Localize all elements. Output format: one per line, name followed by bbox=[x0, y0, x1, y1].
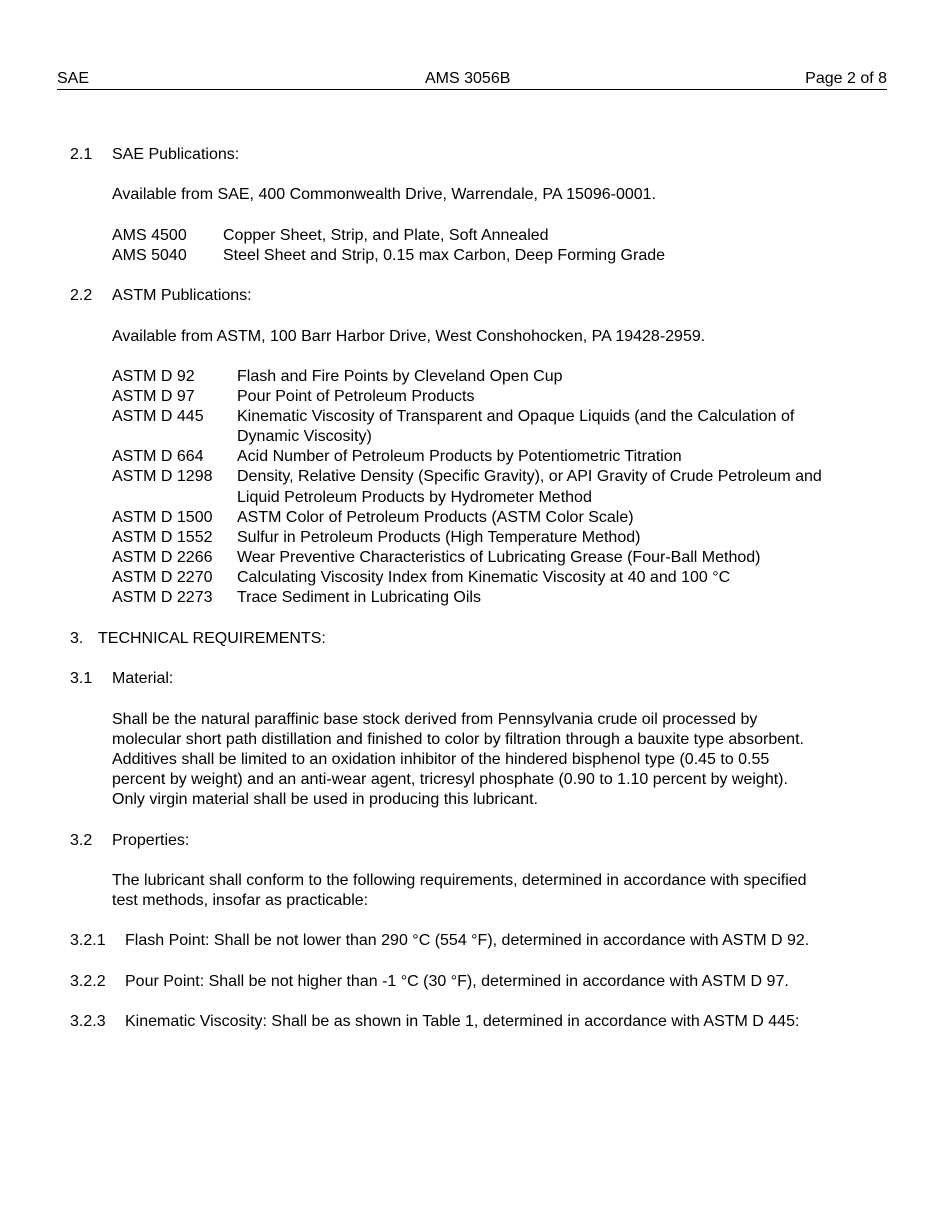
reference-code: AMS 4500 bbox=[112, 227, 187, 244]
reference-title: Kinematic Viscosity of Transparent and Opaque Liquids (and the Calculation of Dynamic Viscosity) bbox=[237, 408, 795, 446]
reference-code: ASTM D 2273 bbox=[112, 589, 213, 607]
reference-title: Steel Sheet and Strip, 0.15 max Carbon, Deep Forming Grade bbox=[223, 247, 666, 265]
header-page-number: Page 2 of 8 bbox=[805, 70, 887, 87]
section-3-2-1-number: 3.2.1 bbox=[70, 932, 106, 949]
section-3-2-heading: Properties: bbox=[112, 832, 190, 849]
reference-title: Copper Sheet, Strip, and Plate, Soft Annealed bbox=[223, 227, 549, 244]
section-3-2-body: The lubricant shall conform to the following requirements, determined in accordance with specified test methods, insofar as practicable: bbox=[112, 872, 807, 910]
reference-row bbox=[112, 226, 665, 246]
header-organization: SAE bbox=[57, 70, 90, 87]
astm-reference-list bbox=[112, 367, 822, 608]
reference-row bbox=[112, 548, 822, 568]
reference-row bbox=[112, 568, 822, 588]
reference-row bbox=[112, 367, 822, 387]
section-2-1-heading: SAE Publications: bbox=[112, 146, 240, 163]
reference-code: ASTM D 445 bbox=[112, 408, 204, 426]
section-2-2-availability: Available from ASTM, 100 Barr Harbor Drive, West Conshohocken, PA 19428-2959. bbox=[112, 328, 706, 345]
reference-code: ASTM D 2266 bbox=[112, 548, 213, 566]
section-2-2-number: 2.2 bbox=[70, 287, 93, 304]
section-3-2-number: 3.2 bbox=[70, 832, 93, 849]
section-3-1-heading: Material: bbox=[112, 670, 174, 687]
reference-title: Flash and Fire Points by Cleveland Open Cup bbox=[237, 368, 563, 385]
reference-title: Trace Sediment in Lubricating Oils bbox=[237, 589, 481, 607]
reference-row bbox=[112, 528, 822, 548]
reference-row bbox=[112, 246, 665, 266]
section-3-2-1-text: Flash Point: Shall be not lower than 290 °C (554 °F), determined in accordance with ASTM D 92. bbox=[125, 932, 810, 949]
reference-code: ASTM D 2270 bbox=[112, 568, 213, 586]
section-3-1-body: Shall be the natural paraffinic base stock derived from Pennsylvania crude oil processed by molecular short path distillation and finished to color by filtration through a bauxite type absorbent. Additives shall be limited to an oxidation inhibitor of the hindered bisphenol type (0.45 to 0.55 percent by weight) and an anti-wear agent, tricresyl phosphate (0.90 to 1.10 percent by weight). Only virgin material shall be used in producing this lubricant. bbox=[112, 711, 804, 809]
reference-code: ASTM D 92 bbox=[112, 368, 195, 385]
reference-title: Wear Preventive Characteristics of Lubricating Grease (Four-Ball Method) bbox=[237, 548, 761, 566]
sae-reference-list bbox=[112, 226, 665, 266]
reference-title: ASTM Color of Petroleum Products (ASTM Color Scale) bbox=[237, 508, 634, 526]
reference-row bbox=[112, 447, 822, 467]
section-2-1-availability: Available from SAE, 400 Commonwealth Drive, Warrendale, PA 15096-0001. bbox=[112, 186, 656, 203]
reference-row bbox=[112, 467, 822, 507]
reference-row bbox=[112, 588, 822, 608]
reference-code: ASTM D 1298 bbox=[112, 468, 213, 486]
page-header bbox=[57, 69, 887, 90]
reference-code: ASTM D 97 bbox=[112, 388, 195, 406]
section-3-number: 3. bbox=[70, 630, 84, 647]
header-document-number: AMS 3056B bbox=[425, 70, 511, 87]
reference-title: Acid Number of Petroleum Products by Potentiometric Titration bbox=[237, 448, 682, 466]
reference-title: Density, Relative Density (Specific Gravity), or API Gravity of Crude Petroleum and Liquid Petroleum Products by Hydrometer Method bbox=[237, 468, 822, 506]
reference-title: Calculating Viscosity Index from Kinematic Viscosity at 40 and 100 °C bbox=[237, 568, 731, 586]
reference-code: ASTM D 664 bbox=[112, 448, 204, 466]
section-3-1-number: 3.1 bbox=[70, 670, 93, 687]
reference-code: ASTM D 1552 bbox=[112, 528, 213, 546]
reference-title: Pour Point of Petroleum Products bbox=[237, 388, 475, 406]
reference-row bbox=[112, 508, 822, 528]
section-2-2-heading: ASTM Publications: bbox=[112, 287, 252, 304]
reference-row bbox=[112, 407, 822, 447]
reference-code: AMS 5040 bbox=[112, 247, 187, 265]
reference-code: ASTM D 1500 bbox=[112, 508, 213, 526]
section-3-2-3-number: 3.2.3 bbox=[70, 1013, 106, 1030]
section-3-2-2-text: Pour Point: Shall be not higher than -1 °C (30 °F), determined in accordance with ASTM D 97. bbox=[125, 973, 789, 990]
reference-row bbox=[112, 387, 822, 407]
section-3-2-3-text: Kinematic Viscosity: Shall be as shown in Table 1, determined in accordance with ASTM D 445: bbox=[125, 1013, 800, 1030]
section-3-heading: TECHNICAL REQUIREMENTS: bbox=[98, 630, 326, 647]
reference-title: Sulfur in Petroleum Products (High Temperature Method) bbox=[237, 528, 641, 546]
section-2-1-number: 2.1 bbox=[70, 146, 93, 163]
section-3-2-2-number: 3.2.2 bbox=[70, 973, 106, 990]
